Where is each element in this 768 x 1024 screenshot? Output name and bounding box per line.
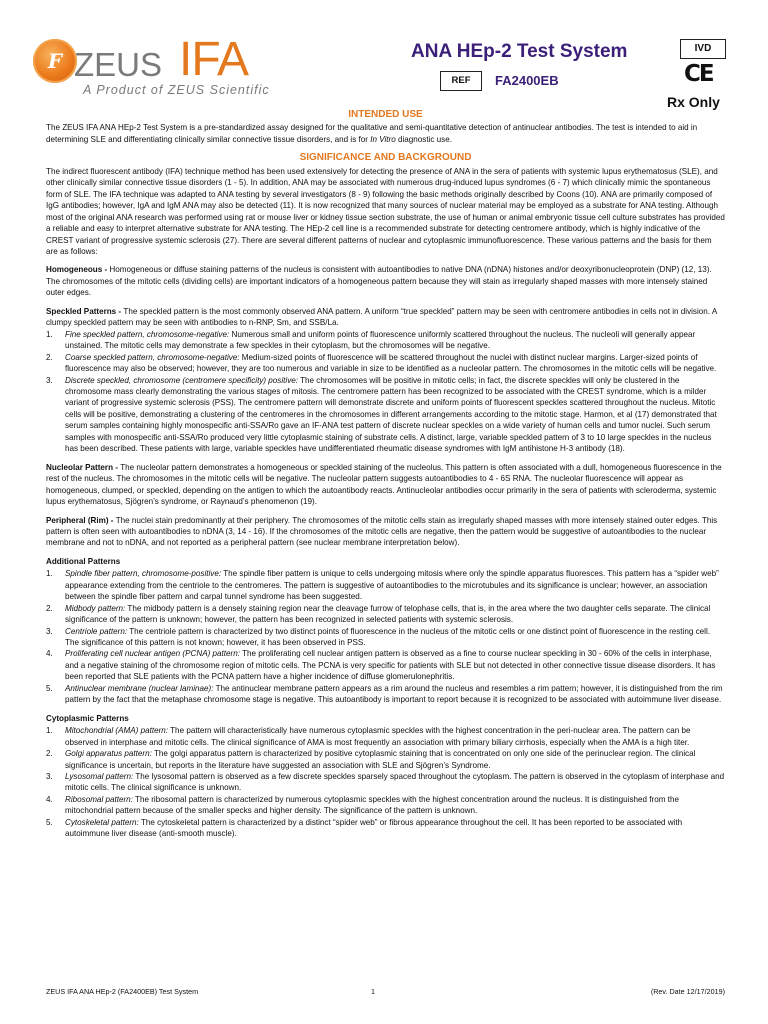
logo-zeus-text: ZEUS xyxy=(74,46,163,83)
list-item: 4. Proliferating cell nuclear antigen (PCNA) pattern: The proliferating cell nuclear antigen pattern is observed as a fine to course nuclear speckling in 30 - 60% of the cells in interphase, and a negative staining of the chromosome region of mitotic cells. The PCNA is very specific for patients with SLE but not detected in other connective tissue disease disorders. It has been reported that SLE patients with the PCNA pattern have a higher incidence of diffuse glomerulonephritis. xyxy=(46,649,716,682)
speckled-intro: Speckled Patterns - The speckled pattern is the most commonly observed ANA pattern. A uniform “true speckled” pattern may be seen with centromere antibodies in cells not in division. A clumpy speckled pattern may be seen with antibodies to n-RNP, Sm, and SSB/La. xyxy=(46,306,717,328)
speckled-list xyxy=(46,329,725,455)
cytoplasmic-patterns-section xyxy=(46,713,725,840)
list-item: 1. Mitochondrial (AMA) pattern: The pattern will characteristically have numerous cytoplasmic speckles with the highest concentration in the peri-nuclear area. The pattern can be observed in interphase and mitotic cells. The clinical significance of AMA is most frequently an association with primary biliary cirrhosis, especially when the AMA is a high titer. xyxy=(46,726,691,747)
list-item: 5. Antinuclear membrane (nuclear laminae): The antinuclear membrane pattern appears as a rim around the nucleus and resembles a rim pattern; however, it is distinguished from the rim pattern by the fact that the metaphase chromosome stage is negative. This autoantibody is important to report because it is recognized to be associated with autoimmune liver disease. xyxy=(46,683,723,705)
zeus-ifa-logo xyxy=(33,33,283,102)
list-item: 4. Ribosomal pattern: The ribosomal pattern is characterized by numerous cytoplasmic speckles with the highest concentration around the nucleus. It is distinguished from the mitochondrial pattern because of the smaller specks and higher density. The significance of the pattern is unknown. xyxy=(46,794,679,816)
ivd-symbol: IVD xyxy=(680,39,726,59)
footer-product-name: ZEUS IFA ANA HEp-2 (FA2400EB) Test System xyxy=(46,987,199,996)
page-number: 1 xyxy=(371,987,375,996)
list-item: 3. Lysosomal pattern: The lysosomal pattern is observed as a few discrete speckles sparsely spaced throughout the cytoplasm. The pattern is observed in the cytoplasm of interphase and mitotic cells. The clinical significance is unknown. xyxy=(46,772,725,793)
list-item: 2. Coarse speckled pattern, chromosome-negative: Medium-sized points of fluorescence will be scattered throughout the nuclei with distinct nuclear margins. Larger-sized points of fluorescence may also be observed; however, they are too numerous and variable in size to be identified as a nucleolar pattern. The chromosomes in the mitotic cells will be negative. xyxy=(46,352,717,374)
list-item: 2. Golgi apparatus pattern: The golgi apparatus pattern is characterized by positive cytoplasmic staining that is concentrated on only one side of the perinuclear region. The clinical significance is uncertain, but reports in the literature have suggested an association with SLE and Sjögren’s Syndrome. xyxy=(46,749,696,770)
nucleolar-paragraph: Nucleolar Pattern - The nucleolar pattern demonstrates a homogeneous or speckled staining of the nucleolus. This pattern is often associated with a dull, homogeneous fluorescence in the rest of the nucleus. The chromosomes in the mitotic cells will be negative. The nucleolar pattern suggests autoantibodies to 4 - 6S RNA. The nucleolar fluorescence will appear as homogeneous, clumped, or speckled, depending on the antigen to which the autoantibody reacts. Antinucleolar antibodies occur primarily in the sera of patients with scleroderma, systemic lupus erythematosus, Sjögren’s syndrome, or Raynaud’s phenomenon (19). xyxy=(46,462,722,507)
rx-only-label: Rx Only xyxy=(667,94,720,110)
peripheral-paragraph: Peripheral (Rim) - The nuclei stain predominantly at their periphery. The chromosomes of the mitotic cells stain as irregularly shaped masses with more intensely stained outer edges. This pattern is often seen with autoantibodies to nDNA (3, 14 - 16). If the chromosomes of the mitotic cells are negative, then the pattern would be suggestive of autoantibodies to the nuclear membrane and not to nDNA, and not reported as a peripheral pattern (see nuclear membrane interpretation below). xyxy=(46,515,718,548)
catalog-number: FA2400EB xyxy=(495,73,559,88)
ref-symbol: REF xyxy=(440,71,482,91)
logo-ifa-text: IFA xyxy=(179,33,249,86)
significance-heading: SIGNIFICANCE AND BACKGROUND xyxy=(299,152,472,164)
list-item: 5. Cytoskeletal pattern: The cytoskeletal pattern is characterized by a distinct “spider web” or fibrous appearance throughout the cell. It has been reported to be associated with autoimmune liver disease (anti-smooth muscle). xyxy=(46,817,683,839)
list-item: 3. Discrete speckled, chromosome (centromere specificity) positive: The chromosomes will be positive in mitotic cells; in fact, the discrete speckles will only be clustered in the chromosome mass clearly demonstrating the various stages of mitosis. The centromere pattern has been recognized to be associated with the CREST syndrome, which is a milder variant of progressive systemic sclerosis (PSS). The centromere pattern will demonstrate discrete and uniform points of fluorescent speckles scattered throughout the nucleus. Mitotic cells will be positive, demonstrating a clustering of the centromeres in the chromosomes in different arrangements according to the mitotic stage. Harmon, et al (17) demonstrated that serum samples containing highly monospecific anti-SSA/Ro gave an IF-ANA test pattern of discrete nuclear speckles on a wide variety of human cells and tumor nuclei. Such serum samples with monospecific anti-SSA/Ro produced very little cytoplasmic staining of substrate cells. A distinct, large, variable speckled pattern of 3 to 10 large speckles in the nucleus has been described. These patients with large, variable speckles have undifferentiated rheumatic disease syndromes with IgM antihistone H-3 antibody (18). xyxy=(46,375,717,454)
homogeneous-paragraph: Homogeneous - Homogeneous or diffuse staining patterns of the nucleus is consistent with autoantibodies to native DNA (nDNA) histones and/or deoxyribonucleoprotein (DNP) (12, 13). The chromosomes of the mitotic cells (dividing cells) are important indicators of a homogeneous pattern because they will stain as irregularly shaped masses with more intensely stained outer edges. xyxy=(46,265,712,298)
cytoplasmic-patterns-heading: Cytoplasmic Patterns xyxy=(46,713,129,723)
cytoplasmic-patterns-list xyxy=(46,725,725,840)
list-item: 2. Midbody pattern: The midbody pattern is a densely staining region near the cleavage furrow of telophase cells, that is, in the area where the two daughter cells separate. The clinical significance of the pattern is unknown; however, the pattern has been recognized in selected patients with systemic sclerosis. xyxy=(46,603,711,625)
list-item: 1. Fine speckled pattern, chromosome-negative: Numerous small and uniform points of fluorescence uniformly scattered throughout the nucleus. The nucleoli will generally appear unstained. The mitotic cells may demonstrate a few speckles in their cytoplasm, but the chromosomes will be negative. xyxy=(46,329,696,351)
speckled-section xyxy=(46,306,725,455)
document-title: ANA HEp-2 Test System xyxy=(411,41,628,62)
additional-patterns-section xyxy=(46,556,725,706)
additional-patterns-heading: Additional Patterns xyxy=(46,556,121,566)
logo-f-badge: F xyxy=(33,39,77,83)
revision-date: (Rev. Date 12/17/2019) xyxy=(650,987,725,996)
logo-tagline: A Product of ZEUS Scientific xyxy=(83,83,270,97)
intended-use-paragraph: The ZEUS IFA ANA HEp-2 Test System is a pre-standardized assay designed for the qualitative and semi-quantitative detection of antinuclear antibodies. The test is intended to aid in determining SLE and differentiating clinically similar connective tissue disorders, and is for In Vitro diagnostic use. xyxy=(46,123,698,144)
page-footer xyxy=(46,987,725,997)
list-item: 1. Spindle fiber pattern, chromosome-positive: The spindle fiber pattern is unique to cells undergoing mitosis where only the spindle apparatus fluoresces. This pattern has a “spider web” appearance extending from the centriole to the centromeres. The pattern is suggestive of autoantibodies to the microtubules and its significance is unclear; however, an association between the spindle fiber pattern and carpal tunnel syndrome has been suggested. xyxy=(46,569,719,602)
document-body xyxy=(46,107,725,847)
list-item: 3. Centriole pattern: The centriole pattern is characterized by two distinct points of fluorescence in the nucleus of the mitotic cells or one distinct point of fluorescence in the resting cell. The significance of this pattern is not known; however, it has been observed in PSS. xyxy=(46,626,710,648)
intended-use-heading: INTENDED USE xyxy=(348,109,423,120)
significance-paragraph: The indirect fluorescent antibody (IFA) technique method has been used extensively for detecting the presence of ANA in the sera of patients with systemic lupus erythematosus (SLE), and other clinically similar connective tissue disorders (1 - 5). In addition, ANA may be associated with numerous drug-induced lupus syndromes (6 - 7) which clinically mimic the spontaneous form of SLE. The IFA technique was adapted to ANA testing by several investigators (8 - 9) following the basic methods originally described by Coons (10). ANA are primarily composed of IgG antibodies; however, IgA and IgM ANA may also be detected (11). It is now recognized that many sources of nuclear material may be employed as a substrate for ANA testing. Although most of the original ANA research was performed using rat or mouse liver or kidney tissue section substrate, the use of human or animal embryonic tissue cell culture substrates has provided a reliable and easy to interpret alternative substrate for ANA testing. The HEp-2 cell line is a recommended substrate for detecting centromere antibody, which is highly indicative of the CREST variant of progressive systemic sclerosis (27). There are several different patterns of nuclear and cytoplasmic immunofluorescence. These various patterns and the basis for them are as follows: xyxy=(46,166,725,256)
ce-mark-icon: CE xyxy=(684,61,713,87)
additional-patterns-list xyxy=(46,568,725,705)
